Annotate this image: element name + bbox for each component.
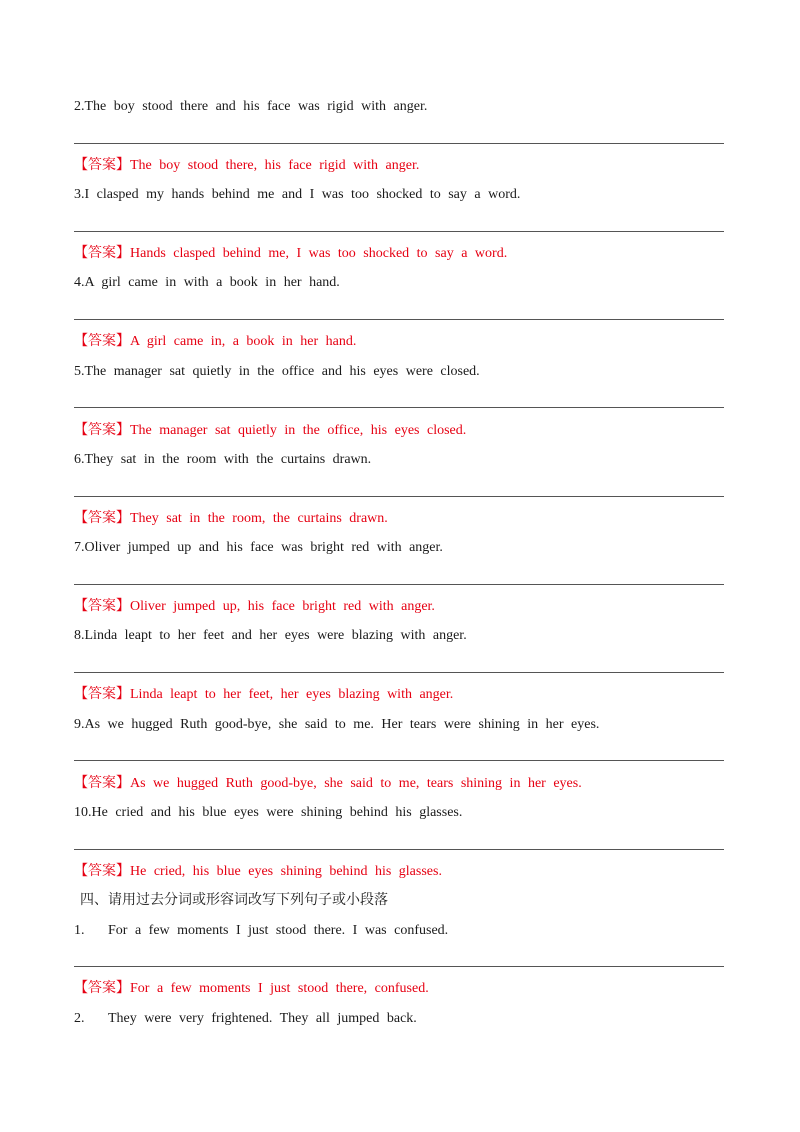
section4-answer-1: 【答案】For a few moments I just stood there, confused. [74, 981, 429, 996]
question-text: For a few moments I just stood there. I was confused. [108, 923, 449, 938]
answer-blank-line [74, 319, 724, 320]
question-2: 2.The boy stood there and his face was rigid with anger. [74, 99, 428, 114]
section-heading: 四、请用过去分词或形容词改写下列句子或小段落 [80, 893, 388, 908]
question-text: They were very frightened. They all jumped back. [108, 1011, 417, 1026]
question-10: 10.He cried and his blue eyes were shining behind his glasses. [74, 805, 463, 820]
answer-blank-line [74, 760, 724, 761]
answer-blank-line [74, 966, 724, 967]
question-number: 2. [74, 1011, 85, 1026]
answer-4: 【答案】A girl came in, a book in her hand. [74, 334, 357, 349]
answer-blank-line [74, 496, 724, 497]
question-9: 9.As we hugged Ruth good-bye, she said to me. Her tears were shining in her eyes. [74, 717, 600, 732]
question-6: 6.They sat in the room with the curtains drawn. [74, 452, 372, 467]
question-5: 5.The manager sat quietly in the office and his eyes were closed. [74, 364, 480, 379]
answer-blank-line [74, 231, 724, 232]
question-4: 4.A girl came in with a book in her hand. [74, 275, 340, 290]
answer-6: 【答案】They sat in the room, the curtains drawn. [74, 511, 388, 526]
question-3: 3.I clasped my hands behind me and I was too shocked to say a word. [74, 187, 521, 202]
answer-10: 【答案】He cried, his blue eyes shining behind his glasses. [74, 864, 442, 879]
answer-5: 【答案】The manager sat quietly in the office, his eyes closed. [74, 423, 467, 438]
question-8: 8.Linda leapt to her feet and her eyes were blazing with anger. [74, 628, 467, 643]
answer-9: 【答案】As we hugged Ruth good-bye, she said to me, tears shining in her eyes. [74, 776, 582, 791]
section4-question-2 [74, 1010, 726, 1028]
answer-blank-line [74, 584, 724, 585]
answer-blank-line [74, 849, 724, 850]
answer-8: 【答案】Linda leapt to her feet, her eyes blazing with anger. [74, 687, 454, 702]
answer-blank-line [74, 143, 724, 144]
answer-blank-line [74, 407, 724, 408]
question-number: 1. [74, 923, 85, 938]
answer-blank-line [74, 672, 724, 673]
answer-7: 【答案】Oliver jumped up, his face bright red with anger. [74, 599, 435, 614]
section4-question-1 [74, 922, 726, 940]
question-7: 7.Oliver jumped up and his face was bright red with anger. [74, 540, 443, 555]
answer-2: 【答案】The boy stood there, his face rigid with anger. [74, 158, 420, 173]
answer-3: 【答案】Hands clasped behind me, I was too shocked to say a word. [74, 246, 508, 261]
